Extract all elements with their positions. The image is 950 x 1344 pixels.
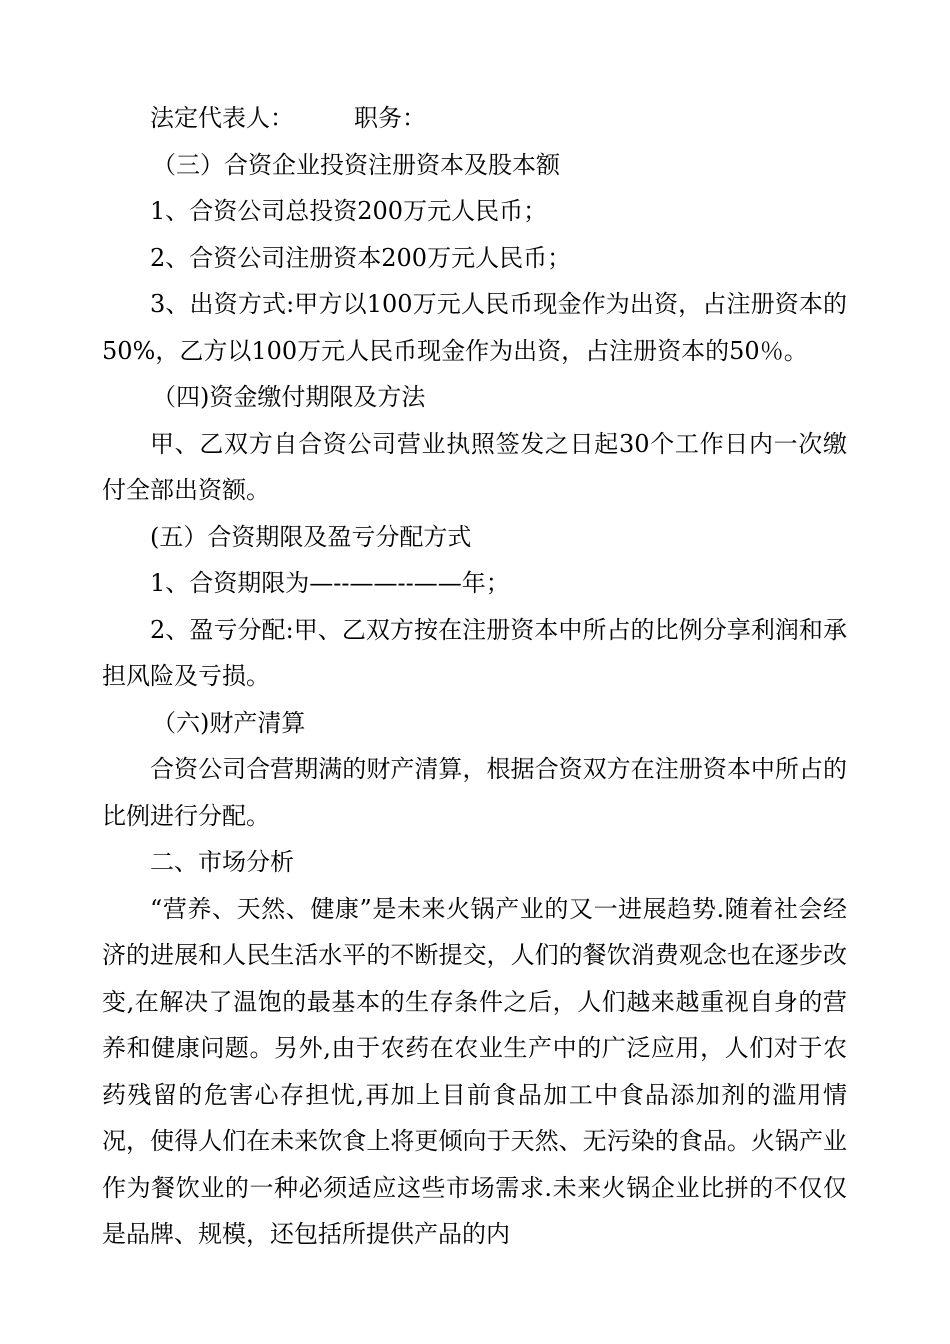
section-5-item-1: 1、合资期限为—--——--——年；: [150, 569, 510, 597]
legal-representative-line: [102, 95, 847, 142]
section-6-heading: （六)财产清算: [152, 708, 306, 737]
section-3-item-3: 3、出资方式:甲方以100万元人民币现金作为出资，占注册资本的50%，乙方以100万元人民币现金作为出资，占注册资本的50％。: [102, 290, 847, 365]
section-3-item-2: 2、合资公司注册资本200万元人民币；: [150, 243, 572, 272]
section-5-item-2: 2、盈亏分配:甲、乙双方按在注册资本中所占的比例分享利润和承担风险及亏损。: [102, 615, 847, 690]
section-6-body: 合资公司合营期满的财产清算，根据合资双方在注册资本中所占的比例进行分配。: [102, 755, 847, 830]
part-2-heading: 二、市场分析: [150, 848, 294, 876]
section-3-heading: （三）合资企业投资注册资本及股本额: [152, 150, 560, 179]
position-label: 职务：: [354, 104, 426, 132]
part-2-body: “营养、天然、健康”是未来火锅产业的又一进展趋势.随着社会经济的进展和人民生活水平的不断提交，人们的餐饮消费观念也在逐步改变,在解决了温饱的最基本的生存条件之后，人们越来越重视自身的营养和健康问题。另外,由于农药在农业生产中的广泛应用，人们对于农药残留的危害心存担忧,再加上目前食品加工中食品添加剂的滥用情况，使得人们在未来饮食上将更倾向于天然、无污染的食品。火锅产业作为餐饮业的一种必须适应这些市场需求.未来火锅企业比拼的不仅仅是品牌、规模，还包括所提供产品的内: [102, 894, 847, 1248]
document-body: [102, 95, 847, 1258]
section-5-heading: (五）合资期限及盈亏分配方式: [150, 522, 472, 551]
section-3-item-1: 1、合资公司总投资200万元人民币；: [150, 197, 548, 225]
section-4-body: 甲、乙双方自合资公司营业执照签发之日起30个工作日内一次缴付全部出资额。: [102, 429, 847, 504]
section-4-heading: （四)资金缴付期限及方法: [152, 383, 426, 411]
legal-representative-label: 法定代表人：: [150, 104, 294, 132]
